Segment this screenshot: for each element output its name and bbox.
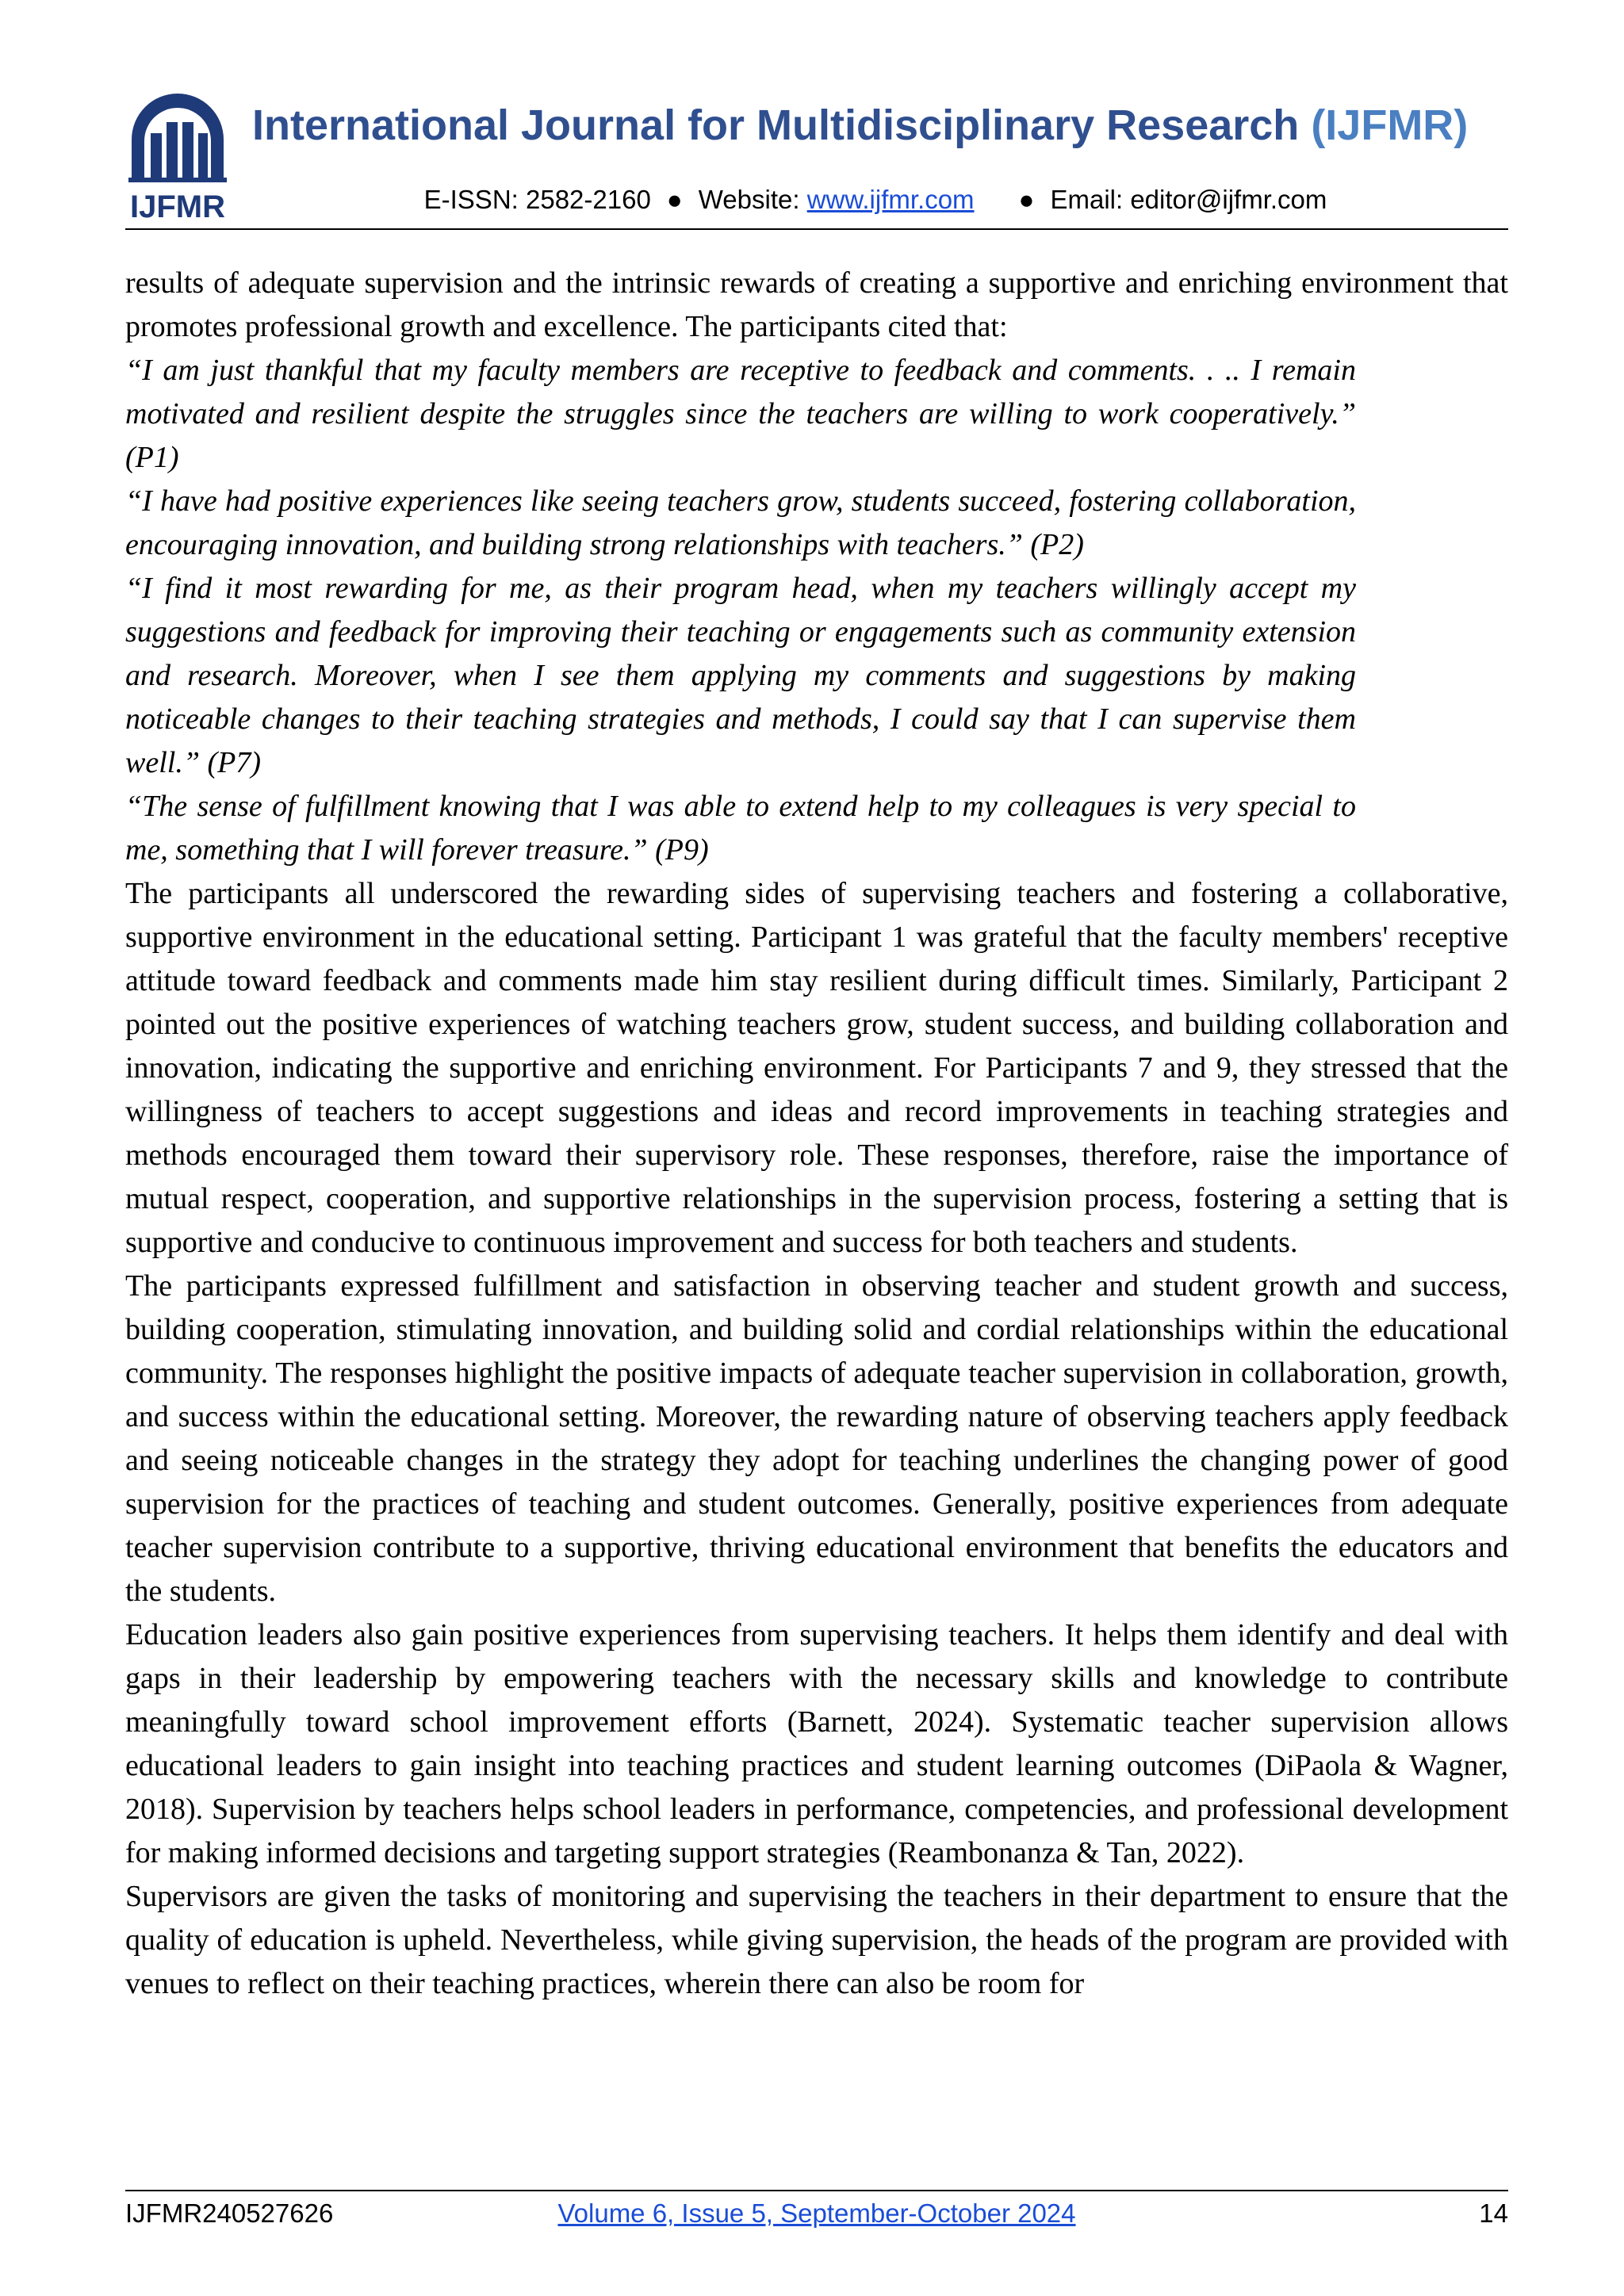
paper-id: IJFMR240527626 (125, 2198, 334, 2228)
footer-divider (125, 2190, 1508, 2191)
body-paragraph: Supervisors are given the tasks of monitoring and supervising the teachers in their department to ensure that the quality of education is upheld. Nevertheless, while giving supervision, the heads of the program are provided with venues to reflect on their teaching practices, wherein there can also be room for (125, 1880, 1508, 2000)
journal-name: International Journal for Multidisciplinary Research (252, 101, 1300, 149)
participant-quote-p7: “I find it most rewarding for me, as their program head, when my teachers willingly accept my suggestions and feedback for improving their teaching or engagements such as community extension and research. Moreover, when I see them applying my comments and suggestions by making noticeable changes to their teaching strategies and methods, I could say that I can supervise them well.” (P7) (125, 572, 1356, 779)
journal-abbreviation: (IJFMR) (1311, 101, 1469, 149)
journal-meta (0, 184, 1624, 216)
body-paragraph: Education leaders also gain positive experiences from supervising teachers. It helps them identify and deal with gaps in their leadership by empowering teachers with the necessary skills and knowledge to contribute meaningfully toward school improvement efforts (Barnett, 2024). Systematic teacher supervision allows educational leaders to gain insight into teaching practices and student learning outcomes (DiPaola & Wagner, 2018). Supervision by teachers helps school leaders in performance, competencies, and professional development for making informed decisions and targeting support strategies (Reambonanza & Tan, 2022). (125, 1618, 1508, 1869)
body-paragraph: The participants expressed fulfillment and satisfaction in observing teacher and student growth and success, building cooperation, stimulating innovation, and building solid and cordial relationships within the educational community. The responses highlight the positive impacts of adequate teacher supervision in collaboration, growth, and success within the educational setting. Moreover, the rewarding nature of observing teachers apply feedback and seeing noticeable changes in the strategy they adopt for teaching underlines the changing power of good supervision for the practices of teaching and student outcomes. Generally, positive experiences from adequate teacher supervision contribute to a supportive, thriving educational environment that benefits the educators and the students. (125, 1269, 1508, 1608)
logo-text: IJFMR (130, 189, 225, 224)
article-body (125, 262, 1508, 2006)
website-label: Website: (698, 185, 800, 214)
separator-bullet: ● (666, 185, 683, 214)
eissn: E-ISSN: 2582-2160 (423, 185, 651, 214)
page-number: 14 (1479, 2198, 1508, 2228)
participant-quote-p2: “I have had positive experiences like seeing teachers grow, students succeed, fostering collaboration, encouraging innovation, and building strong relationships with teachers.” (P2) (125, 484, 1356, 561)
email-contact: Email: editor@ijfmr.com (1050, 185, 1327, 214)
participant-quote-p9: “The sense of fulfillment knowing that I was able to extend help to my colleagues is very special to me, something that I will forever treasure.” (P9) (125, 790, 1356, 867)
page-footer (125, 2196, 1508, 2231)
body-paragraph: The participants all underscored the rewarding sides of supervising teachers and fostering a collaborative, supportive environment in the educational setting. Participant 1 was grateful that the faculty members' receptive attitude toward feedback and comments made him stay resilient during difficult times. Similarly, Participant 2 pointed out the positive experiences of watching teachers grow, student success, and building collaboration and innovation, indicating the supportive and enriching environment. For Participants 7 and 9, they stressed that the willingness of teachers to accept suggestions and ideas and record improvements in teaching strategies and methods encouraged them toward their supervisory role. These responses, therefore, raise the importance of mutual respect, cooperation, and supportive relationships in the supervision process, fostering a setting that is supportive and conducive to continuous improvement and success for both teachers and students. (125, 877, 1508, 1259)
header-divider (125, 228, 1508, 230)
volume-issue-link[interactable]: Volume 6, Issue 5, September-October 2024 (557, 2198, 1076, 2228)
page-header (0, 0, 1624, 238)
website-link[interactable]: www.ijfmr.com (806, 185, 975, 214)
intro-paragraph: results of adequate supervision and the intrinsic rewards of creating a supportive and enriching environment that promotes professional growth and excellence. The participants cited that: (125, 266, 1508, 343)
journal-title (252, 100, 1553, 151)
volume-issue-wrapper (125, 2196, 1508, 2231)
separator-bullet: ● (1018, 185, 1035, 214)
participant-quote-p1: “I am just thankful that my faculty members are receptive to feedback and comments. . .. I remain motivated and resilient despite the struggles since the teachers are willing to work cooperatively.” (P1) (125, 354, 1356, 474)
